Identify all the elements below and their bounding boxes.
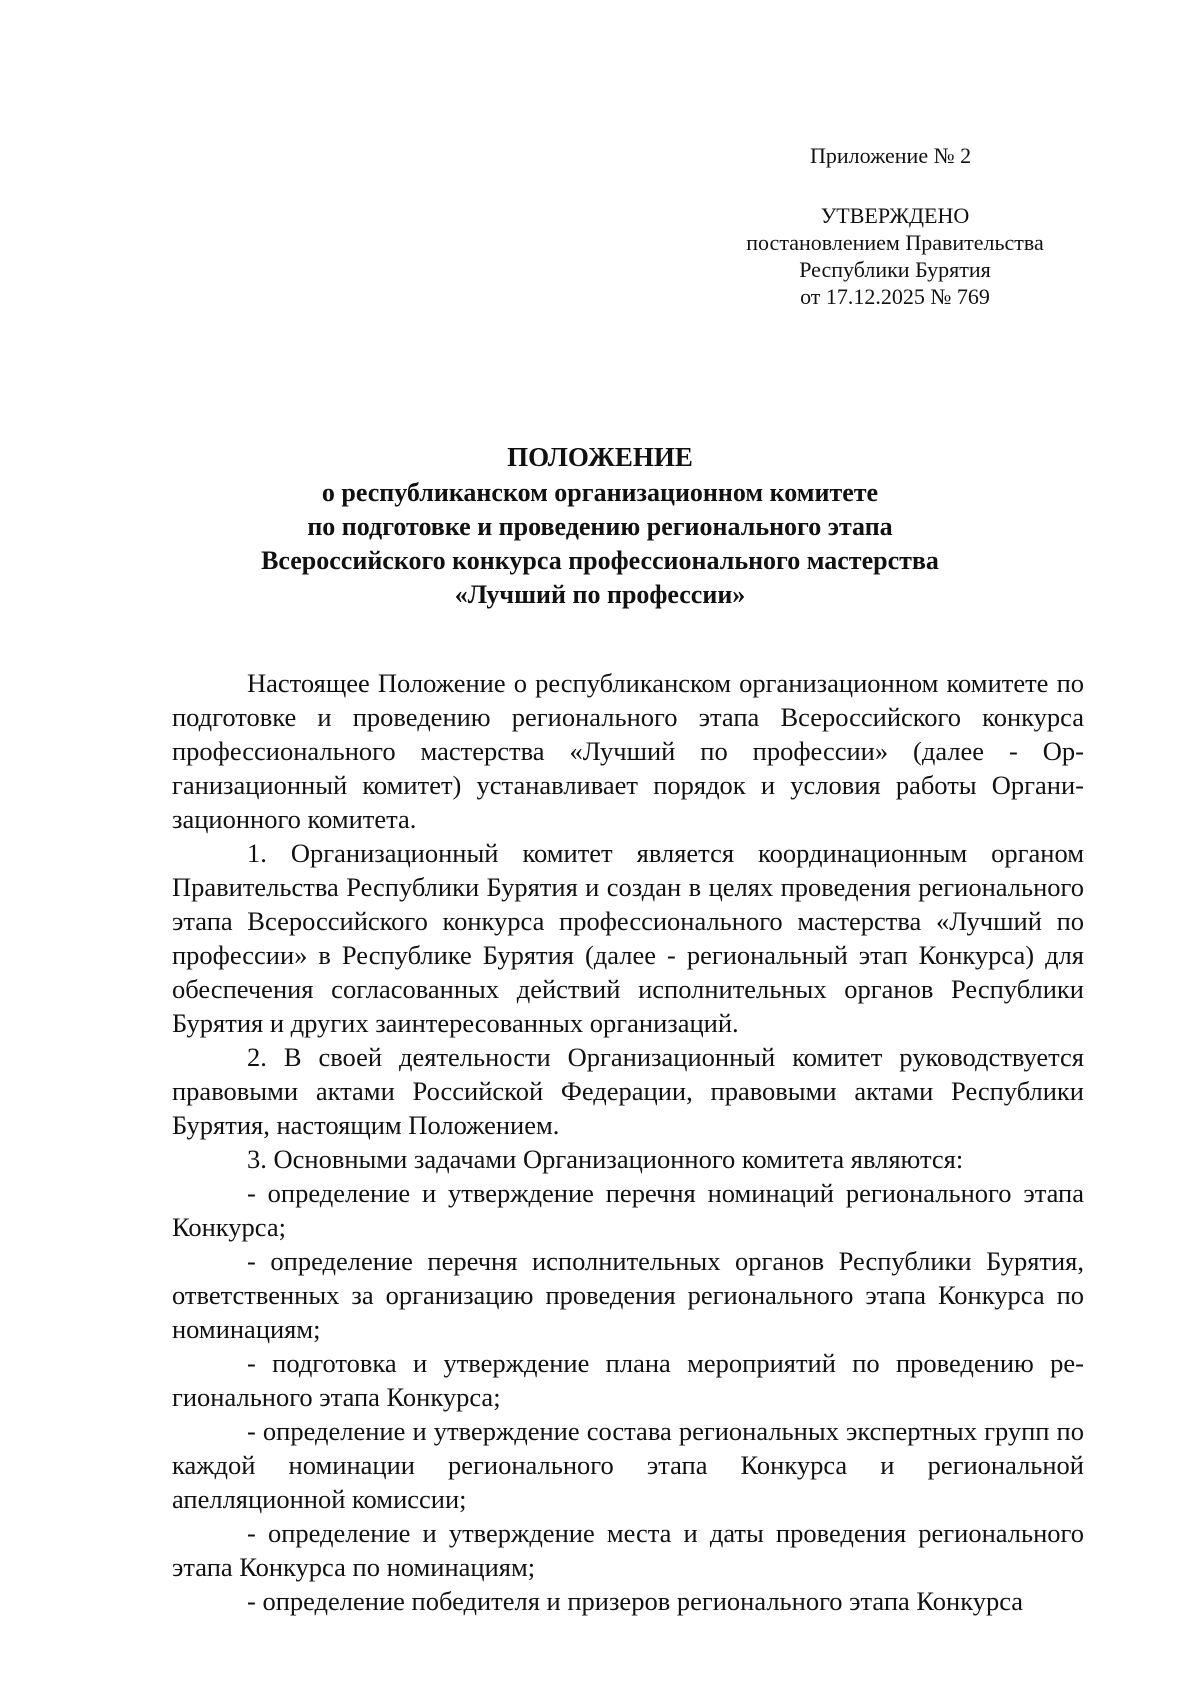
task-item: - определение победителя и призеров регионального этапа Конкурса (247, 1586, 1024, 1616)
clause-1: 1. Организационный комитет является координационным органом Правительства Республики Бурятия и создан в целях проведения регионального этапа Всероссийского конкурса профессионального мастерства «Лучший по профессии» в Республике Бурятия (далее - региональный этап Конкурса) для обеспечения согласованных действий исполнительных органов Республики Бурятия и других заинтересованных организаций. (172, 838, 1084, 1038)
document-title (150, 440, 1050, 612)
task-item: - определение и утверждение места и даты проведения регионального этапа Конкурса по номинациям; (172, 1518, 1084, 1582)
approval-stamp (715, 202, 1075, 310)
task-item: - определение и утверждение перечня номинаций регионального этапа Конкурса; (172, 1178, 1084, 1242)
title-line-4: «Лучший по профессии» (454, 580, 746, 609)
task-item: - подготовка и утверждение плана мероприятий по проведению регионального этапа Конкурса; (172, 1348, 1084, 1412)
intro-paragraph: Настоящее Положение о республиканском организационном комитете по подготовке и проведению регионального этапа Всероссийского конкурса профессионального мастерства «Лучший по профессии» (далее - Организационный комитет) устанавливает порядок и условия работы Организационного комитета. (172, 668, 1084, 834)
title-line-2: по подготовке и проведению регионального этапа (307, 512, 893, 541)
document-body (172, 666, 1084, 1618)
task-item: - определение и утверждение состава региональных экспертных групп по каждой номинации регионального этапа Конкурса и региональной апелляционной комиссии; (172, 1416, 1084, 1514)
annex-label: Приложение № 2 (810, 143, 972, 168)
clause-3: 3. Основными задачами Организационного комитета являются: (247, 1144, 964, 1174)
approved-label: УТВЕРЖДЕНО (820, 203, 970, 228)
approval-line-1: постановлением Правительства (746, 230, 1044, 255)
title-line-3: Всероссийского конкурса профессионального мастерства (261, 546, 939, 575)
approval-line-2: Республики Бурятия (799, 257, 991, 282)
clause-2: 2. В своей деятельности Организационный комитет руководствуется правовыми актами Российской Федерации, правовыми актами Республики Бурятия, настоящим Положением. (172, 1042, 1084, 1140)
title-main: ПОЛОЖЕНИЕ (507, 442, 693, 472)
approval-date-number: от 17.12.2025 № 769 (800, 284, 990, 309)
task-item: - определение перечня исполнительных органов Республики Бурятия, ответственных за организацию проведения регионального этапа Конкурса по номинациям; (172, 1246, 1084, 1344)
title-line-1: о республиканском организационном комитете (321, 478, 879, 507)
